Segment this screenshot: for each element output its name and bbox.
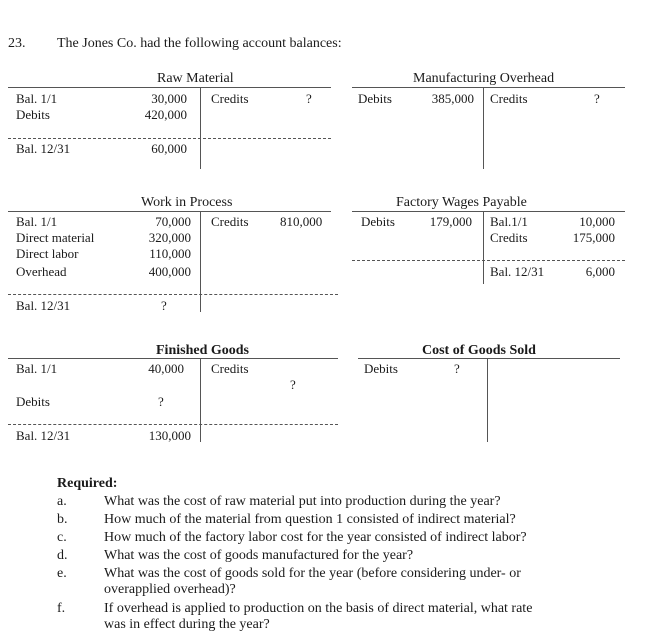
raw-material-debits-label: Debits bbox=[16, 107, 50, 122]
question-text: The Jones Co. had the following account balances: bbox=[57, 36, 342, 51]
required-heading: Required: bbox=[57, 476, 118, 491]
wip-dm-label: Direct material bbox=[16, 230, 95, 245]
req-d-letter: d. bbox=[57, 548, 68, 563]
wages-credits-value: 175,000 bbox=[572, 230, 615, 245]
mfg-overhead-credits-value: ? bbox=[594, 91, 600, 106]
fg-end-value: 130,000 bbox=[148, 428, 191, 443]
fg-debits-value: ? bbox=[158, 394, 164, 409]
mfg-overhead-credits-label: Credits bbox=[490, 91, 528, 106]
req-f-letter: f. bbox=[57, 601, 66, 616]
req-a-letter: a. bbox=[57, 494, 67, 509]
wip-dl-label: Direct labor bbox=[16, 246, 79, 261]
fg-credits-label: Credits bbox=[211, 361, 249, 376]
cogs-title: Cost of Goods Sold bbox=[422, 343, 536, 358]
raw-material-title: Raw Material bbox=[157, 71, 234, 86]
req-a-text: What was the cost of raw material put into production during the year? bbox=[104, 494, 501, 509]
wip-end-value: ? bbox=[161, 298, 167, 313]
wages-bal-value: 10,000 bbox=[579, 214, 615, 229]
fg-end-label: Bal. 12/31 bbox=[16, 428, 71, 443]
wip-credits-label: Credits bbox=[211, 214, 249, 229]
req-e-letter: e. bbox=[57, 566, 67, 581]
wip-bal-label: Bal. 1/1 bbox=[16, 214, 58, 229]
req-f-text-2: was in effect during the year? bbox=[104, 617, 270, 632]
wages-debits-value: 179,000 bbox=[429, 214, 472, 229]
wip-oh-label: Overhead bbox=[16, 264, 67, 279]
req-e-text-2: overapplied overhead)? bbox=[104, 582, 236, 597]
finished-goods-title: Finished Goods bbox=[156, 343, 249, 358]
wip-dm-value: 320,000 bbox=[148, 230, 191, 245]
wages-end-label: Bal. 12/31 bbox=[490, 264, 545, 279]
raw-material-credits-value: ? bbox=[306, 91, 312, 106]
wip-credits-value: 810,000 bbox=[280, 214, 323, 229]
wages-debits-label: Debits bbox=[361, 214, 395, 229]
fg-debits-label: Debits bbox=[16, 394, 50, 409]
req-e-text-1: What was the cost of goods sold for the year (before considering under- or bbox=[104, 566, 521, 581]
wages-bal-label: Bal.1/1 bbox=[490, 214, 528, 229]
req-c-letter: c. bbox=[57, 530, 67, 545]
raw-material-bal-value: 30,000 bbox=[151, 91, 187, 106]
wip-title: Work in Process bbox=[141, 195, 233, 210]
req-b-text: How much of the material from question 1 consisted of indirect material? bbox=[104, 512, 516, 527]
wip-dl-value: 110,000 bbox=[149, 246, 191, 261]
req-f-text-1: If overhead is applied to production on the basis of direct material, what rate bbox=[104, 601, 533, 616]
fg-credits-value: ? bbox=[290, 377, 296, 392]
cogs-debits-value: ? bbox=[454, 361, 460, 376]
wip-oh-value: 400,000 bbox=[148, 264, 191, 279]
raw-material-end-value: 60,000 bbox=[151, 141, 187, 156]
req-b-letter: b. bbox=[57, 512, 68, 527]
fg-bal-label: Bal. 1/1 bbox=[16, 361, 58, 376]
raw-material-end-label: Bal. 12/31 bbox=[16, 141, 71, 156]
wages-end-value: 6,000 bbox=[585, 264, 615, 279]
cogs-debits-label: Debits bbox=[364, 361, 398, 376]
mfg-overhead-title: Manufacturing Overhead bbox=[413, 71, 555, 86]
raw-material-debits-value: 420,000 bbox=[144, 107, 187, 122]
question-number: 23. bbox=[8, 36, 26, 51]
raw-material-credits-label: Credits bbox=[211, 91, 249, 106]
mfg-overhead-debits-label: Debits bbox=[358, 91, 392, 106]
wages-payable-title: Factory Wages Payable bbox=[396, 195, 527, 210]
req-d-text: What was the cost of goods manufactured for the year? bbox=[104, 548, 414, 563]
raw-material-bal-label: Bal. 1/1 bbox=[16, 91, 58, 106]
wip-end-label: Bal. 12/31 bbox=[16, 298, 71, 313]
mfg-overhead-debits-value: 385,000 bbox=[431, 91, 474, 106]
wip-bal-value: 70,000 bbox=[155, 214, 191, 229]
wages-credits-label: Credits bbox=[490, 230, 528, 245]
req-c-text: How much of the factory labor cost for the year consisted of indirect labor? bbox=[104, 530, 527, 545]
fg-bal-value: 40,000 bbox=[148, 361, 184, 376]
